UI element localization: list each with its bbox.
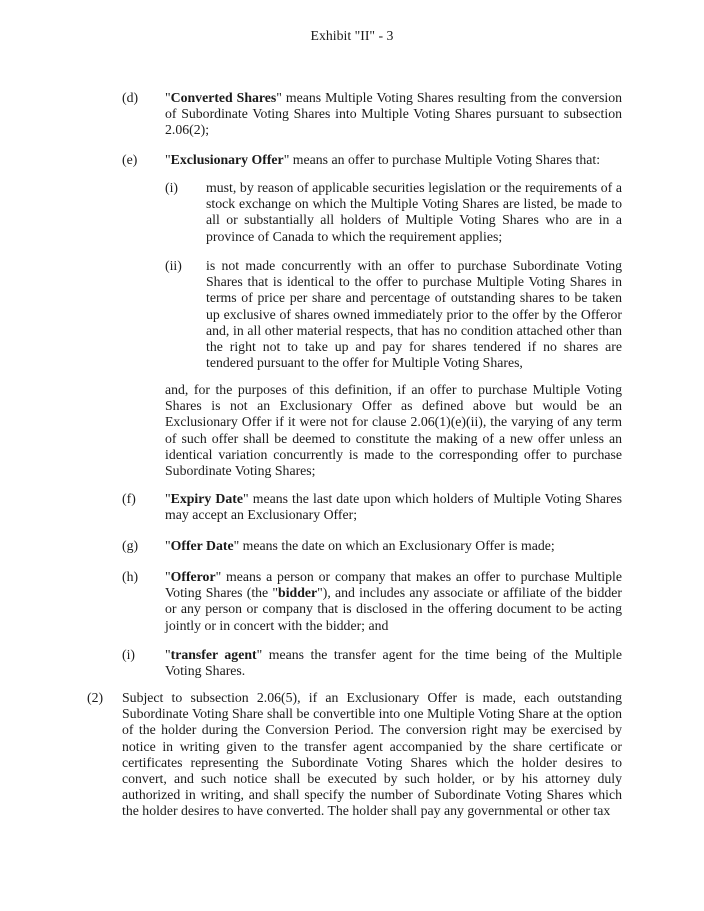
item-h-term-bidder: bidder: [278, 585, 318, 601]
item-f-term: Expiry Date: [170, 491, 243, 506]
item-e-trailing-text: and, for the purposes of this definition, if an offer to purchase Multiple Voting Shares is not an Exclusionary Offer as defined above but would be an Exclusionary Offer if it were not for clause 2.06(1)(e)(ii), the varying of any term of such offer shall be deemed to constitute the making of a new offer unless an identical variation concurrently is made to the corresponding offer to purchase Subordinate Voting Shares;: [165, 382, 622, 479]
item-h-term: Offeror: [170, 569, 216, 584]
subitem-e-ii-text: is not made concurrently with an offer to purchase Subordinate Voting Shares that is identical to the offer to purchase Multiple Voting Shares in terms of price per share and percentage of outstanding shares to be taken up exclusive of shares owned immediately prior to the offer by the Offeror and, in all other material respects, that has no condition attached other than the right not to take up and pay for shares tendered if no shares are tendered pursuant to the offer for Multiple Voting Shares,: [206, 258, 622, 371]
item-h-text-before: means a person or company that makes an offer to purchase Multiple Voting Shares (the: [165, 569, 622, 601]
item-h-text-after: ), and includes any associate or affiliate of the bidder or any person or company that is disclosed in the offering document to be acting jointly or in concert with the bidder; and: [165, 585, 622, 633]
item-i-term: transfer agent: [170, 647, 257, 662]
item-i-label: (i): [122, 647, 136, 662]
item-d-term: Converted Shares: [170, 90, 277, 105]
item-h-label: (h): [122, 569, 139, 584]
subitem-e-i-label: (i): [165, 180, 179, 195]
item-g-term: Offer Date: [170, 538, 234, 553]
subitem-e-i-text: must, by reason of applicable securities legislation or the requirements of a stock exchange on which the Multiple Voting Shares are listed, be made to all or substantially all holders of Multiple Voting Shares who are in a province of Canada to which the requirement applies;: [206, 180, 622, 244]
item-g-definition: "Offer Date" means the date on which an Exclusionary Offer is made;: [165, 538, 555, 553]
item-f-definition: "Expiry Date" means the last date upon which holders of Multiple Voting Shares may accept an Exclusionary Offer;: [165, 491, 623, 523]
item-e-label: (e): [122, 152, 138, 167]
item-f-text: means the last date upon which holders of Multiple Voting Shares may accept an Exclusionary Offer;: [165, 491, 623, 523]
item-e-term: Exclusionary Offer: [170, 152, 284, 167]
item-h-definition: "Offeror" means a person or company that makes an offer to purchase Multiple Voting Shares (the "bidder"), and includes any associate or affiliate of the bidder or any person or company that is disclosed in the offering document to be acting jointly or in concert with the bidder; and: [165, 569, 622, 633]
item-i-definition: "transfer agent" means the transfer agent for the time being of the Multiple Voting Shares.: [165, 647, 623, 679]
paragraph-2-label: (2): [87, 690, 104, 705]
item-f-label: (f): [122, 491, 136, 506]
item-g-text: means the date on which an Exclusionary Offer is made;: [239, 538, 555, 553]
subitem-e-ii-label: (ii): [165, 258, 182, 273]
item-d-definition: "Converted Shares" means Multiple Voting Shares resulting from the conversion of Subordinate Voting Shares into Multiple Voting Shares pursuant to subsection 2.06(2);: [165, 90, 622, 138]
item-i-text: means the transfer agent for the time being of the Multiple Voting Shares.: [165, 647, 623, 679]
item-g-label: (g): [122, 538, 139, 553]
paragraph-2-text: Subject to subsection 2.06(5), if an Exclusionary Offer is made, each outstanding Subordinate Voting Share shall be convertible into one Multiple Voting Share at the option of the holder during the Conversion Period. The conversion right may be exercised by notice in writing given to the transfer agent accompanied by the share certificate or certificates representing the Subordinate Voting Shares which the holder desires to convert, and such notice shall be executed by such holder, or by his attorney duly authorized in writing, and shall specify the number of Subordinate Voting Shares which the holder desires to have converted. The holder shall pay any governmental or other tax: [122, 690, 622, 819]
item-d-label: (d): [122, 90, 139, 105]
page-header: Exhibit "II" - 3: [310, 28, 394, 43]
item-e-text: means an offer to purchase Multiple Voting Shares that:: [289, 152, 601, 167]
item-e-definition: "Exclusionary Offer" means an offer to purchase Multiple Voting Shares that:: [165, 152, 601, 167]
item-d-text: means Multiple Voting Shares resulting from the conversion of Subordinate Voting Shares into Multiple Voting Shares pursuant to subsection 2.06(2);: [165, 90, 622, 138]
